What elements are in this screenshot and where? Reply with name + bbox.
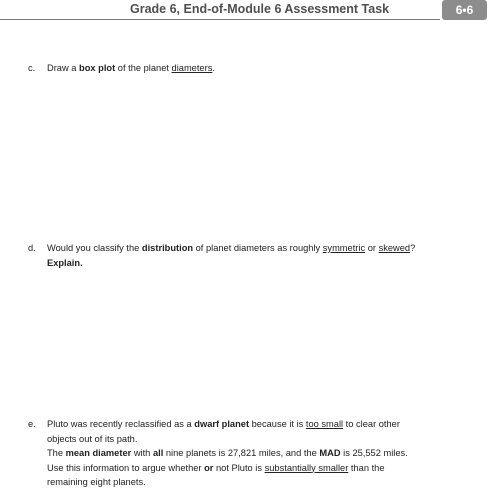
bold-text: distribution — [141, 243, 194, 253]
text-run: remaining eight planets. — [47, 477, 146, 487]
page-title: Grade 6, End-of-Module 6 Assessment Task — [130, 2, 390, 16]
bold-text: mean diameter — [65, 448, 132, 458]
text-run: Use this information to argue whether — [47, 462, 205, 473]
text-run: ? — [410, 243, 416, 253]
question-line — [47, 432, 408, 447]
question-text — [47, 61, 215, 76]
text-run: than the — [348, 462, 385, 473]
bold-text: all — [152, 448, 164, 458]
question-letter: e. — [28, 419, 36, 429]
question-line — [47, 241, 415, 256]
underlined-text: symmetric — [322, 243, 366, 253]
text-run: or — [365, 243, 379, 253]
question-line — [47, 256, 415, 271]
text-run: of planet diameters as roughly — [193, 243, 323, 253]
text-run: Pluto was recently reclassified as a — [47, 419, 195, 429]
bold-text: Explain. — [47, 257, 83, 268]
text-run: . — [212, 63, 215, 73]
underlined-text: too small — [305, 419, 344, 429]
bold-text: dwarf planet — [194, 419, 250, 429]
text-run: not Pluto is — [213, 462, 265, 473]
bold-text: MAD — [319, 448, 341, 458]
bold-text: or — [204, 462, 214, 473]
question-line — [47, 417, 408, 432]
text-run: to clear other — [343, 419, 400, 429]
text-run: of the planet — [115, 63, 172, 73]
question-line — [47, 461, 408, 476]
question-text — [47, 417, 408, 490]
bold-text: box plot — [79, 63, 116, 73]
text-run: Would you classify the — [47, 243, 142, 253]
underlined-text: skewed — [378, 243, 411, 253]
text-run: nine planets is 27,821 miles, and the — [163, 448, 320, 458]
question-line — [47, 475, 408, 490]
text-run: because it is — [249, 419, 306, 429]
text-run: objects out of its path. — [47, 433, 138, 444]
page-header — [0, 0, 493, 22]
underlined-text: substantially smaller — [264, 462, 349, 473]
header-rule — [0, 19, 440, 20]
question-letter: d. — [28, 243, 36, 253]
text-run: with — [131, 448, 153, 458]
question-line — [47, 446, 408, 461]
text-run: The — [47, 448, 66, 458]
underlined-text: diameters — [171, 63, 213, 73]
question-text — [47, 241, 415, 270]
text-run: is 25,552 miles. — [340, 448, 408, 458]
module-badge: 6•6 — [442, 0, 487, 20]
question-letter: c. — [28, 63, 36, 73]
text-run: Draw a — [47, 63, 80, 73]
question-line — [47, 61, 215, 76]
